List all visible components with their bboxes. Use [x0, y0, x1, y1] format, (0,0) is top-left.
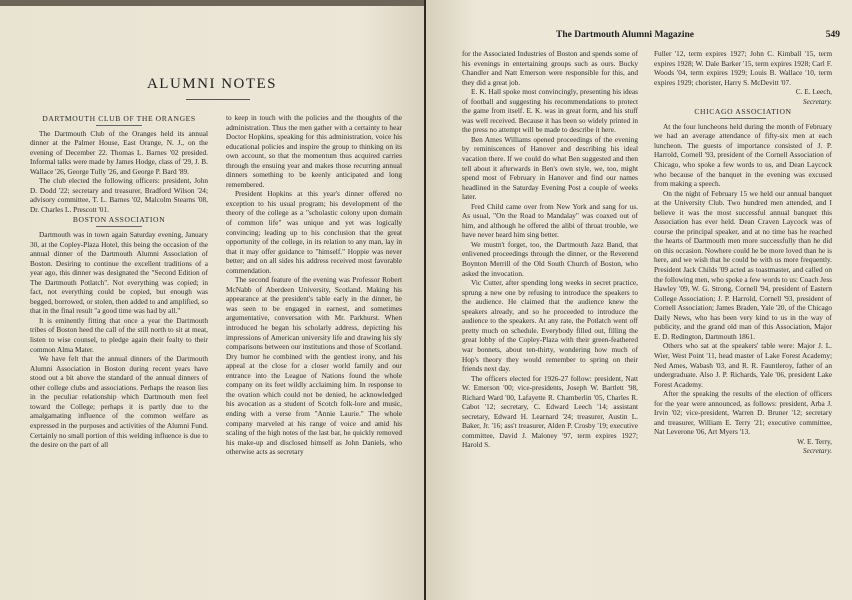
text-column-1 — [30, 113, 208, 450]
text-column-4 — [654, 49, 832, 456]
running-head: The Dartmouth Alumni Magazine — [556, 30, 695, 40]
right-page — [426, 0, 852, 600]
paragraph: President Hopkins at this year's dinner offered no exception to his usual program; his development of the theory of the college as a "scholastic colony upon domain of common life" was unique and yet was logically convincing; leading up to his conclusion that the great opportunity of the college, in its relation to any man, lay in that it may offer guidance to "himself." Hoppie was never better; and on all sides his address received most favorable commendation. — [226, 189, 402, 275]
section-divider — [96, 226, 142, 227]
paragraph: On the night of February 15 we held our annual banquet at the University Club. Two hundred men attended, and I believe it was the most successful annual banquet this Association has ever held. Dean Craven Laycock was of course the principal speaker, and at no time has he reached the hearts of Dartmouth men more successfully than he did on this occasion. Nowhere could he be more loved than he is here, and we wish that he could be with us more frequently. President Jack Childs '09 acted as toastmaster, and called on the following men, who spoke a few words to us: Coach Jess Hawley '09, W. G. Strong, Cornell '94, president of Eastern College Association; J. P. Harrold, Cornell '93, president of Cornell Association; James Braden, Yale '20, of the Chicago Daily News, who has been very kind to us in the way of publicity, and the grand old man of this Association, Major E. D. Redington, Dartmouth 1861. — [654, 188, 832, 341]
paragraph: At the four luncheons held during the month of February we had an average attendance of fifty-six men at each luncheon. The guests of importance consisted of J. P. Harrold, Cornell '93, president of the Cornell Association of Chicago, who spoke a few words to us, and Dean Laycock who because of the banquet in the evening was excused from making a speech. — [654, 121, 832, 189]
paragraph: We have felt that the annual dinners of the Dartmouth Alumni Association in Boston during recent years have stood out a bit above the standard of the annual dinners of other college clubs and associations. Perhaps the reason lies in the peculiar relationship which Dartmouth men feel toward the College; perhaps it is partly due to the amalgamating influence of the common welfare as expressed in the purposes and activities of the Alumni Fund. Certainly no small portion of this welding influence is due to the desire on the part of all — [30, 354, 208, 450]
section-divider — [96, 125, 142, 126]
paragraph: Ben Ames Williams opened proceedings of the evening by reminiscences of Hanover and describing his ideal vacation there. If we could do what Ben suggested and then tell about it afterwards in Ben's own style, we, too, might spend most of February in Hanover and find our names headlined in the Saturday Evening Post a couple of weeks later. — [462, 134, 638, 202]
page-top-edge — [0, 0, 424, 6]
signature-title: Secretary. — [802, 446, 832, 456]
section-heading: DARTMOUTH CLUB OF THE ORANGES — [42, 114, 196, 123]
signature: W. E. Terry, — [797, 436, 832, 446]
paragraph: After the speaking the results of the election of officers for the year were announced, as follows: president, Arba J. Irvin '02; vice-president, Warren D. Bruner '12; secretary and treasurer, William E. Terry '21; executive committee, Nat Leverone '06, Art Myers '13. — [654, 389, 832, 437]
paragraph: The Dartmouth Club of the Oranges held its annual dinner at the Palmer House, East Orange, N. J., on the evening of December 22. Thomas L. Barnes '02 presided. Informal talks were made by James Hodge, class of '29, J. B. Wallace '26, George Tully '26, and George P. Bard '89. — [30, 128, 208, 176]
page-title: ALUMNI NOTES — [146, 76, 278, 92]
paragraph: Others who sat at the speakers' table were: Major J. L. Wier, West Point '11, head master of Lake Forest Academy; Ned Ames, Wabash '03, and R. R. Fauntleroy, father of an undergraduate. Also J. P. Richards, Yale '06, president Lake Forest Academy. — [654, 341, 832, 389]
paragraph: Fuller '12, term expires 1927; John C. Kimball '15, term expires 1928; W. Dale Barker '15, term expires 1928; Carl F. Woods '04, term expires 1929; Louis B. Wallace '10, term expires 1929; chorister, Harry S. McDevitt '07. — [654, 49, 832, 87]
signature: C. E. Leech, — [795, 87, 832, 97]
title-divider — [186, 99, 250, 100]
paragraph: Fred Child came over from New York and sang for us. As usual, "On the Road to Mandalay" was coaxed out of him, and although he offered the alibi of throat trouble, we have never heard him sing better. — [462, 201, 638, 240]
paragraph: E. K. Hall spoke most convincingly, presenting his ideas of football and suggesting his recommendations to protect the game from itself. E. K. was in great form, and his stuff was well received. Because it has been so widely printed in the press no attempt will be made to describe it here. — [462, 87, 638, 135]
signature-title: Secretary. — [802, 96, 832, 106]
paragraph: Dartmouth was in town again Saturday evening, January 30, at the Copley-Plaza Hotel, this being the occasion of the annual dinner of the Dartmouth Alumni Association of Boston. Desiring to continue the excellent traditions of a year ago, this dinner was designated the "Second Edition of The Dartmouth Potlatch". Not everything was copied; in fact, not everything could be copied, but enough was begged, borrowed, or stolen, then added to and amplified, so that in the final result "a good time was had by all." — [30, 230, 208, 316]
paragraph: Vic Cutter, after spending long weeks in secret practice, sprung a new one by refusing to introduce the speakers to the audience. He claimed that the audience knew the speakers already, and so he proceeded to introduce the audience to the speakers. At any rate, the Potlatch went off pretty much on schedule. Everybody filled out, filling the great lobby of the Copley-Plaza with their green-feathered war bonnets, about ten-thirty, wondering how much of Hop's theory they would remember to spring on their friends next day. — [462, 278, 638, 374]
paragraph: The club elected the following officers: president, John D. Dodd '22; secretary and treasurer, Bradford Wilson '24; advisory committee, T. L. Barnes '02, Malcolm Stearns '08, Dr. Charles L. Prescott '01. — [30, 176, 208, 214]
section-heading: BOSTON ASSOCIATION — [72, 215, 166, 225]
section-heading: CHICAGO ASSOCIATION — [694, 107, 792, 117]
paragraph: It is eminently fitting that once a year the Dartmouth tribes of Boston heed the call of the still north to sit at meat, listen to wise counsel, to pledge again their fealty to their common Alma Mater. — [30, 315, 208, 354]
section-divider — [720, 118, 766, 119]
text-column-3 — [462, 49, 638, 450]
paragraph: We mustn't forget, too, the Dartmouth Jazz Band, that enlivened proceedings through the dinner, or the Reverend Boynton Merrill of the Old South Church of Boston, who asked the invocation. — [462, 239, 638, 278]
left-page — [0, 0, 424, 600]
page-number: 549 — [825, 30, 840, 40]
text-column-2 — [226, 113, 402, 457]
paragraph: The second feature of the evening was Professor Robert McNabb of Aberdeen University, Scotland. Making his appearance at the president's table early in the dinner, he was seen to be engaged in earnest, and sometimes argumentative, conversation with Mr. Parkhurst. When introduced he began his scholarly address, depicting his impressions of American university life and drawing his sly comparisons between our institutions and those of Scotland. Dry humor he combined with the gentlest irony, and his appeal at the close for a closer world family and our entrance into the League of Nations found the whole company on its feet wildly acclaiming him. In response to the ovation which could not be denied, he acknowledged his avocation as a student of Scotch folk-lore and music, ending with a verse from "Annie Laurie." The whole company marveled at his range of voice and amid his scaling of the high notes of the last bar, he quickly removed his make-up and disclosed himself as John Daniels, who otherwise acts as secretary — [226, 275, 402, 457]
paragraph: for the Associated Industries of Boston and spends some of his evenings in entertaining groups such as ours. Bucky Chandler and Natt Emerson were responsible for this, and they did a great job. — [462, 49, 638, 87]
paragraph: to keep in touch with the policies and the thoughts of the administration. Thus the men gather with a certainty to hear Doctor Hopkins, speaking for this administration, voice his educational policies and inspire the group to thinking on its own account, so that the momentum thus acquired carries through the ensuing year and makes those recurring annual dinners something to be keenly anticipated and long remembered. — [226, 113, 402, 189]
paragraph: The officers elected for 1926-27 follow: president, Natt W. Emerson '00; vice-presidents, Joseph W. Bartlett '98, Richard Ward '00, Lafayette R. Chamberlin '05, Charles R. Cabot '12; secretary, C. Edward Leech '14; assistant secretary, Edward H. Learnard '24; treasurer, Austin L. Baker, Jr. '16; ass't treasurer, Alden P. Crosby '19; executive committee, David J. Maloney '97, term expires 1927; Harold S. — [462, 373, 638, 450]
